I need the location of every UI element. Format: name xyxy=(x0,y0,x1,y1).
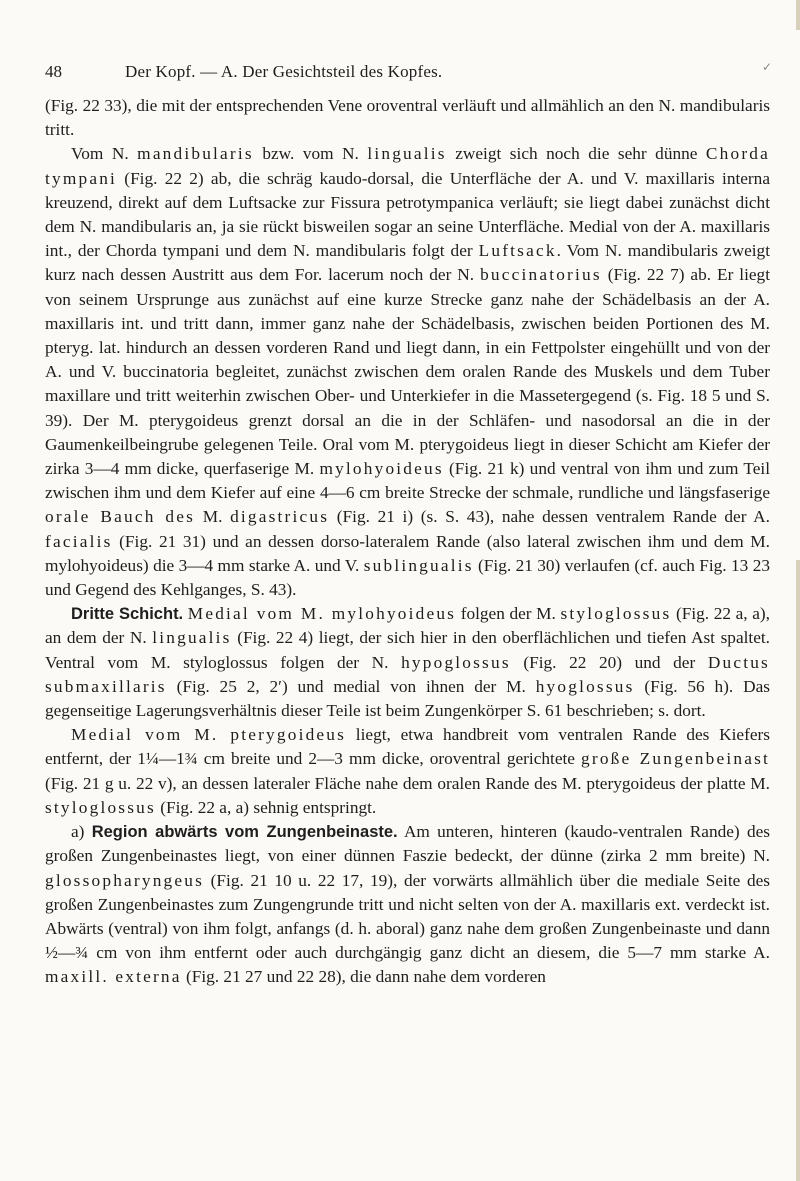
spaced-term: glossopharyngeus xyxy=(45,870,205,890)
section-heading-region: Region abwärts vom Zungenbeinaste. xyxy=(91,823,398,842)
text-run: (Fig. 22 a, a) sehnig entspringt. xyxy=(155,797,377,817)
spaced-term: Medial vom M. pterygoideus xyxy=(71,725,347,745)
spaced-term: orale Bauch des xyxy=(45,507,196,527)
spaced-term: mandibularis xyxy=(137,144,254,164)
spaced-term: hypoglossus xyxy=(401,652,511,672)
text-run: (Fig. 21 31) und an dessen dorso-lateralem Rande (also lateral zwischen ihm und dem M. mylohyoideus) die 3—4 mm starke A. und V. xyxy=(45,531,770,575)
text-run: (Fig. 56 h). Das gegenseitige Lagerungsverhältnis dieser Teile ist beim Zungenkörper S. 61 beschrieben; s. dort. xyxy=(45,676,770,721)
paragraph-2 xyxy=(45,142,770,602)
page-edge-shadow-bottom xyxy=(796,560,800,1181)
page-edge-shadow-top xyxy=(796,0,800,30)
text-run: (Fig. 22 33), die mit der entsprechenden Vene oroventral verläuft und allmählich an den N. mandibularis tritt. xyxy=(45,96,770,140)
paragraph-1 xyxy=(45,94,770,142)
text-run: Am unteren, hinteren (kaudo-ventralen Rande) des großen Zungenbeinastes liegt, von einer dünnen Faszie bedeckt, der dünne (zirka 2 mm breite) N. xyxy=(45,822,770,866)
running-header xyxy=(45,58,770,82)
paragraph-4 xyxy=(45,723,770,820)
text-run: Vom N. xyxy=(71,144,138,164)
corner-check-mark: ✓ xyxy=(761,60,772,74)
section-heading-dritte-schicht: Dritte Schicht. xyxy=(71,605,184,624)
paragraph-3 xyxy=(45,602,770,723)
body-text xyxy=(45,94,770,990)
text-run: (Fig. 21 i) (s. S. 43), nahe dessen ventralem Rande der A. xyxy=(329,507,770,527)
spaced-term: facialis xyxy=(45,531,113,551)
text-run: (Fig. 22 2) ab, die schräg kaudo-dorsal, die Unterfläche der A. und V. maxillaris interna kreuzend, direkt auf dem Luftsacke zur Fissura petrotympanica verläuft; sie liegt dabei zunächst dicht dem N. mandibularis an, ja sie rückt bisweilen sogar an seine Unterfläche. Medial von der A. maxillaris int., der Chorda tympani und dem N. mandibularis folgt der xyxy=(45,168,770,261)
paragraph-5 xyxy=(45,820,770,989)
spaced-term: buccinatorius xyxy=(480,265,602,285)
spaced-term: Ductus submaxillaris xyxy=(45,652,770,696)
spaced-term: sublingualis xyxy=(363,555,474,575)
text-run: folgen der M. xyxy=(456,604,561,624)
page-number: 48 xyxy=(45,62,62,81)
spaced-term: hyoglossus xyxy=(535,676,635,696)
spaced-term: Medial vom M. mylohyoideus xyxy=(187,604,457,624)
text-run: M. xyxy=(195,507,231,527)
spaced-term: maxill. externa xyxy=(45,967,182,987)
book-page xyxy=(45,58,770,990)
text-run: (Fig. 22 20) und der xyxy=(510,652,708,672)
spaced-term: Chorda tympani xyxy=(45,144,770,188)
text-run: a) xyxy=(71,822,92,842)
spaced-term: mylohyoideus xyxy=(319,459,444,479)
spaced-term: große Zungenbeinast xyxy=(581,749,770,769)
text-run: (Fig. 22 7) ab. Er liegt von seinem Ursprunge aus zunächst auf eine kurze Strecke ganz nahe der Schädelbasis an der A. maxillaris int. und tritt dann, immer ganz nahe der Schädelbasis, zwischen beiden Portionen des M. pteryg. lat. hindurch an dessen vorderen Rand und liegt dann, in ein Fettpolster eingehüllt und von der A. und V. buccinatoria begleitet, zunächst zwischen dem oralen Rande des Muskels und dem Tuber maxillare und tritt weiterhin zwischen Ober- und Unterkiefer in die Massetergegend (s. Fig. 18 5 und S. 39). Der M. pterygoideus grenzt dorsal an die in der Schläfen- und nasodorsal an die in der Gaumenkeilbeingrube gelegenen Teile. Oral vom M. pterygoideus liegt in dieser Schicht am Kiefer der zirka 3—4 mm dicke, querfaserige M. xyxy=(45,265,770,479)
text-run: (Fig. 21 k) und ventral von ihm und zum Teil zwischen ihm und dem Kiefer auf eine 4—6 cm breite Strecke der schmale, rundliche und längsfaserige xyxy=(45,459,771,503)
spaced-term: lingualis xyxy=(367,144,447,164)
text-run: (Fig. 21 27 und 22 28), die dann nahe dem vorderen xyxy=(181,967,546,987)
text-run: liegt, etwa handbreit vom ventralen Rande des Kiefers entfernt, der 1¼—1¾ cm breite und 2—3 mm dicke, oroventral gerichtete xyxy=(45,725,770,769)
spaced-term: styloglossus xyxy=(45,797,156,817)
text-run: bzw. vom N. xyxy=(253,144,368,164)
spaced-term: lingualis xyxy=(152,628,232,648)
spaced-term: digastricus xyxy=(230,507,330,527)
text-run: (Fig. 22 4) liegt, der sich hier in den oberflächlichen und tiefen Ast spaltet. Ventral vom M. styloglossus folgen der N. xyxy=(45,628,771,672)
text-run: (Fig. 21 g u. 22 v), an dessen lateraler Fläche nahe dem oralen Rande des M. pterygoideus der platte M. xyxy=(45,773,770,793)
text-run: (Fig. 25 2, 2′) und medial von ihnen der M. xyxy=(166,676,536,696)
text-run: zweigt sich noch die sehr dünne xyxy=(446,144,706,164)
text-run: . Vom N. mandibularis zweigt kurz nach dessen Austritt aus dem For. lacerum noch der N. xyxy=(45,241,770,285)
running-title: Der Kopf. — A. Der Gesichtsteil des Kopfes. xyxy=(125,62,443,81)
text-run: (Fig. 21 10 u. 22 17, 19), der vorwärts allmählich über die mediale Seite des großen Zungenbeinastes zum Zungengrunde tritt und nicht selten von der A. maxillaris ext. verdeckt ist. Abwärts (ventral) von ihm folgt, anfangs (d. h. aboral) ganz nahe dem großen Zungenbeinaste und dann ½—¾ cm von ihm entfernt oder auch durchgängig ganz dicht an diesem, die 5—7 mm starke A. xyxy=(45,870,770,963)
spaced-term: styloglossus xyxy=(560,604,672,624)
text-run: (Fig. 22 a, a), an dem der N. xyxy=(45,604,770,648)
text-run: (Fig. 21 30) verlaufen (cf. auch Fig. 13 23 und Gegend des Kehlganges, S. 43). xyxy=(45,555,770,600)
spaced-term: Luftsack xyxy=(478,241,557,261)
